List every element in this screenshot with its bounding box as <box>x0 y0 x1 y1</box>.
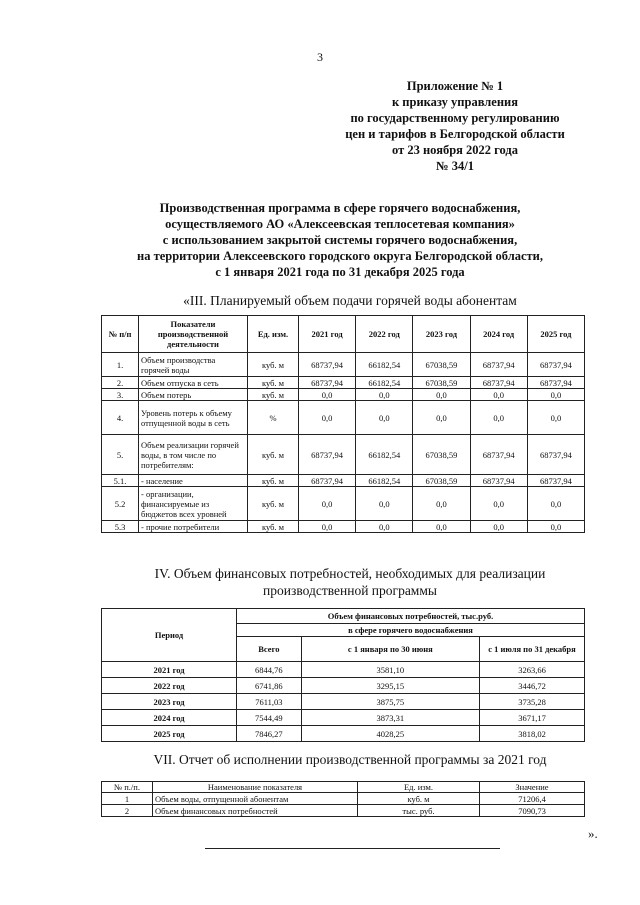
value-cell: 0,0 <box>413 401 470 435</box>
period-cell: 2024 год <box>102 710 237 726</box>
total-cell: 7846,27 <box>237 726 302 742</box>
unit: % <box>248 401 299 435</box>
section-3-heading: «III. Планируемый объем подачи горячей воды абонентам <box>183 293 517 308</box>
period-header: Период <box>102 609 237 662</box>
period-cell: 2022 год <box>102 678 237 694</box>
value-cell: 0,0 <box>470 521 527 533</box>
unit: куб. м <box>248 389 299 401</box>
table-row <box>102 793 585 805</box>
row-number: 5.3 <box>102 521 139 533</box>
indicator-name: - население <box>139 475 248 487</box>
value-cell: 0,0 <box>356 487 413 521</box>
unit: куб. м <box>248 475 299 487</box>
unit: куб. м <box>248 353 299 377</box>
unit: куб. м <box>248 487 299 521</box>
indicator-name: Объем отпуска в сеть <box>139 377 248 389</box>
column-header: 2022 год <box>356 316 413 353</box>
row-number: 4. <box>102 401 139 435</box>
value-cell: 0,0 <box>413 389 470 401</box>
value-cell: 68737,94 <box>299 475 356 487</box>
title-line: на территории Алексеевского городского округа Белгородской области, <box>137 249 543 263</box>
column-header: Ед. изм. <box>248 316 299 353</box>
value-cell: 0,0 <box>470 389 527 401</box>
value-cell: 0,0 <box>470 401 527 435</box>
value-cell: 67038,59 <box>413 377 470 389</box>
value-cell: 0,0 <box>299 521 356 533</box>
appendix-line: № 34/1 <box>436 159 474 173</box>
indicator-name: Объем потерь <box>139 389 248 401</box>
value-cell: 68737,94 <box>527 435 584 475</box>
value-cell: 68737,94 <box>470 377 527 389</box>
total-cell: 7544,49 <box>237 710 302 726</box>
table-row <box>102 353 585 377</box>
table-row <box>102 662 585 678</box>
value-cell: 0,0 <box>527 401 584 435</box>
table-header-row <box>102 316 585 353</box>
total-cell: 6844,76 <box>237 662 302 678</box>
heading-line: производственной программы <box>263 583 437 598</box>
second-half-cell: 3735,28 <box>480 694 585 710</box>
indicator-name: Объем воды, отпущенной абонентам <box>153 793 358 805</box>
first-half-cell: 3875,75 <box>301 694 479 710</box>
table-row <box>102 475 585 487</box>
title-line: осуществляемого АО «Алексеевская теплосетевая компания» <box>165 217 515 231</box>
value-cell: 68737,94 <box>299 377 356 389</box>
appendix-line: от 23 ноября 2022 года <box>392 143 518 157</box>
indicator-name: - прочие потребители <box>139 521 248 533</box>
row-number: 2. <box>102 377 139 389</box>
table-row <box>102 726 585 742</box>
value-cell: 0,0 <box>413 487 470 521</box>
first-half-header: с 1 января по 30 июня <box>301 637 479 662</box>
title-line: Производственная программа в сфере горячего водоснабжения, <box>159 201 521 215</box>
value-cell: 0,0 <box>413 521 470 533</box>
indicator-name: Объем реализации горячей воды, в том числе по потребителям: <box>139 435 248 475</box>
row-number: 1. <box>102 353 139 377</box>
column-header: Наименование показателя <box>153 782 358 793</box>
value-cell: 71206,4 <box>480 793 585 805</box>
value-cell: 66182,54 <box>356 353 413 377</box>
column-header: 2024 год <box>470 316 527 353</box>
unit: куб. м <box>358 793 480 805</box>
execution-report-table <box>101 781 585 817</box>
hot-water-header: в сфере горячего водоснабжения <box>237 624 585 637</box>
table-row <box>102 694 585 710</box>
value-cell: 68737,94 <box>470 353 527 377</box>
total-header: Всего <box>237 637 302 662</box>
unit: куб. м <box>248 521 299 533</box>
table-header-row <box>102 782 585 793</box>
financial-needs-header: Объем финансовых потребностей, тыс.руб. <box>237 609 585 624</box>
first-half-cell: 3581,10 <box>301 662 479 678</box>
footer-rule <box>205 848 500 849</box>
appendix-block <box>300 78 610 174</box>
row-number: 5.1. <box>102 475 139 487</box>
second-half-cell: 3671,17 <box>480 710 585 726</box>
value-cell: 0,0 <box>527 487 584 521</box>
table-row <box>102 521 585 533</box>
column-header: № п/п <box>102 316 139 353</box>
value-cell: 66182,54 <box>356 377 413 389</box>
value-cell: 0,0 <box>356 521 413 533</box>
column-header: 2021 год <box>299 316 356 353</box>
row-number: 3. <box>102 389 139 401</box>
table-row <box>102 389 585 401</box>
first-half-cell: 3873,31 <box>301 710 479 726</box>
hot-water-volume-table <box>101 315 585 533</box>
section-4-heading <box>80 565 620 599</box>
indicator-name: - организации, финансируемые из бюджетов всех уровней <box>139 487 248 521</box>
first-half-cell: 4028,25 <box>301 726 479 742</box>
document-title <box>40 200 640 280</box>
column-header: 2023 год <box>413 316 470 353</box>
row-number: 1 <box>102 793 153 805</box>
period-cell: 2023 год <box>102 694 237 710</box>
title-line: с использованием закрытой системы горячего водоснабжения, <box>162 233 518 247</box>
table-row <box>102 710 585 726</box>
indicator-name: Объем финансовых потребностей <box>153 805 358 817</box>
total-cell: 6741,86 <box>237 678 302 694</box>
value-cell: 67038,59 <box>413 435 470 475</box>
period-cell: 2025 год <box>102 726 237 742</box>
financial-needs-table <box>101 608 585 742</box>
value-cell: 0,0 <box>527 521 584 533</box>
column-header: Ед. изм. <box>358 782 480 793</box>
closing-quote: ». <box>588 826 598 841</box>
indicator-name: Объем производства горячей воды <box>139 353 248 377</box>
value-cell: 68737,94 <box>470 435 527 475</box>
appendix-line: к приказу управления <box>391 95 519 109</box>
value-cell: 68737,94 <box>527 353 584 377</box>
value-cell: 68737,94 <box>299 435 356 475</box>
value-cell: 0,0 <box>470 487 527 521</box>
column-header: Показатели производственной деятельности <box>139 316 248 353</box>
value-cell: 66182,54 <box>356 475 413 487</box>
appendix-line: по государственному регулированию <box>350 111 560 125</box>
column-header: № п./п. <box>102 782 153 793</box>
column-header: Значение <box>480 782 585 793</box>
period-cell: 2021 год <box>102 662 237 678</box>
total-cell: 7611,03 <box>237 694 302 710</box>
page-number: 3 <box>317 50 323 64</box>
value-cell: 68737,94 <box>299 353 356 377</box>
value-cell: 68737,94 <box>470 475 527 487</box>
row-number: 2 <box>102 805 153 817</box>
row-number: 5.2 <box>102 487 139 521</box>
value-cell: 0,0 <box>299 401 356 435</box>
table-row <box>102 805 585 817</box>
table-row <box>102 435 585 475</box>
value-cell: 68737,94 <box>527 377 584 389</box>
row-number: 5. <box>102 435 139 475</box>
value-cell: 67038,59 <box>413 353 470 377</box>
section-7-heading: VII. Отчет об исполнении производственной программы за 2021 год <box>153 752 547 767</box>
table-header-row <box>102 609 585 624</box>
value-cell: 0,0 <box>356 389 413 401</box>
appendix-line: Приложение № 1 <box>406 79 504 93</box>
second-half-header: с 1 июля по 31 декабря <box>480 637 585 662</box>
column-header: 2025 год <box>527 316 584 353</box>
indicator-name: Уровень потерь к объему отпущенной воды в сеть <box>139 401 248 435</box>
table-row <box>102 678 585 694</box>
heading-line: IV. Объем финансовых потребностей, необходимых для реализации <box>154 566 546 581</box>
value-cell: 68737,94 <box>527 475 584 487</box>
unit: куб. м <box>248 377 299 389</box>
value-cell: 7090,73 <box>480 805 585 817</box>
value-cell: 66182,54 <box>356 435 413 475</box>
table-row <box>102 487 585 521</box>
appendix-line: цен и тарифов в Белгородской области <box>345 127 565 141</box>
value-cell: 0,0 <box>299 389 356 401</box>
second-half-cell: 3818,02 <box>480 726 585 742</box>
unit: тыс. руб. <box>358 805 480 817</box>
second-half-cell: 3263,66 <box>480 662 585 678</box>
value-cell: 67038,59 <box>413 475 470 487</box>
value-cell: 0,0 <box>356 401 413 435</box>
table-row <box>102 401 585 435</box>
value-cell: 0,0 <box>527 389 584 401</box>
title-line: с 1 января 2021 года по 31 декабря 2025 года <box>215 265 465 279</box>
value-cell: 0,0 <box>299 487 356 521</box>
second-half-cell: 3446,72 <box>480 678 585 694</box>
table-row <box>102 377 585 389</box>
first-half-cell: 3295,15 <box>301 678 479 694</box>
unit: куб. м <box>248 435 299 475</box>
